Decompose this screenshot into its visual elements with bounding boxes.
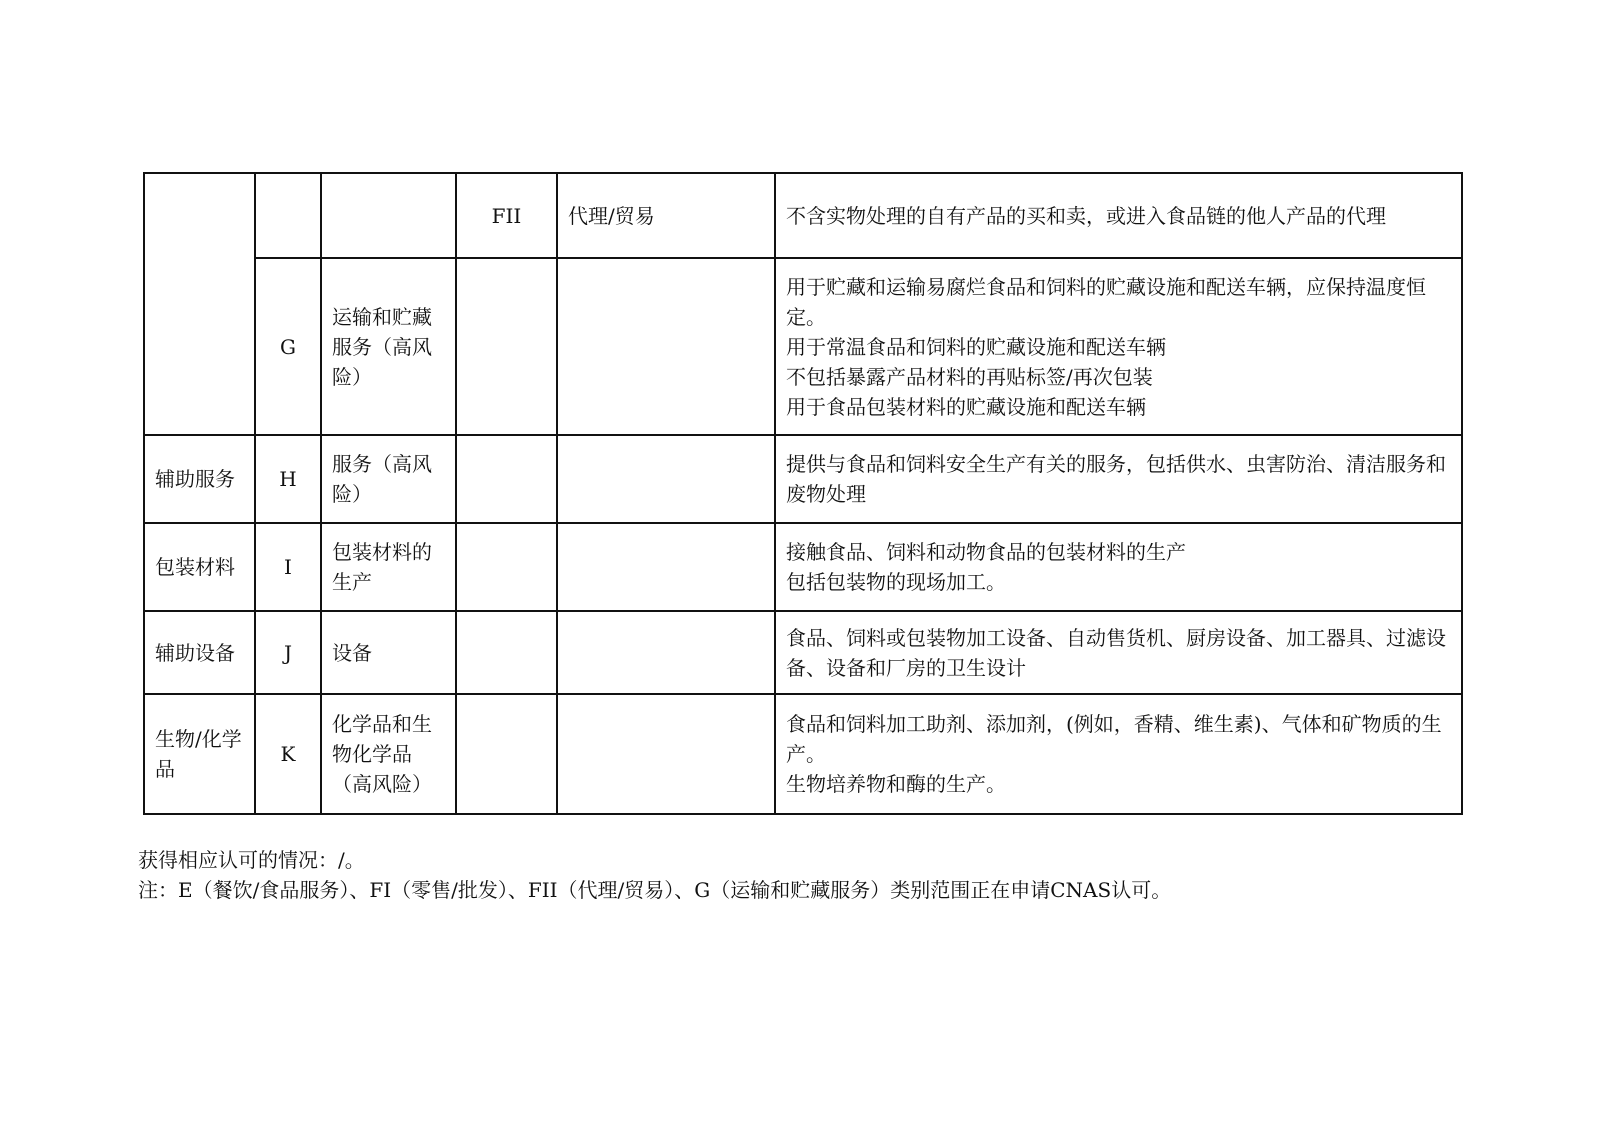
code-cell: J [255,611,321,694]
accreditation-note: 获得相应认可的情况：/。 [138,848,365,872]
description-cell: 食品和饲料加工助剂、添加剂，(例如，香精、维生素)、气体和矿物质的生产。 生物培养物和酶的生产。 [775,694,1462,814]
subcategory-cell: 化学品和生物化学品（高风险） [321,694,456,814]
subcode-cell [456,523,557,611]
subcode-cell [456,611,557,694]
category-cell: 辅助设备 [144,611,255,694]
code-cell: H [255,435,321,523]
subname-cell [557,435,775,523]
category-cell [144,173,255,435]
category-cell: 包装材料 [144,523,255,611]
category-cell: 生物/化学品 [144,694,255,814]
table-row [144,523,1462,611]
subcode-cell [456,694,557,814]
subcode-cell [456,435,557,523]
table-row [144,173,1462,258]
subcategory-cell: 设备 [321,611,456,694]
subname-cell [557,611,775,694]
subname-cell: 代理/贸易 [557,173,775,258]
description-cell: 接触食品、饲料和动物食品的包装材料的生产 包括包装物的现场加工。 [775,523,1462,611]
description-cell: 提供与食品和饲料安全生产有关的服务，包括供水、虫害防治、清洁服务和废物处理 [775,435,1462,523]
notes-block [138,845,1171,905]
table-row [144,611,1462,694]
subcode-cell: FII [456,173,557,258]
remark-note: 注：E（餐饮/食品服务）、FI（零售/批发）、FII（代理/贸易）、G（运输和贮藏服务）类别范围正在申请CNAS认可。 [138,878,1172,902]
category-cell: 辅助服务 [144,435,255,523]
subname-cell [557,523,775,611]
subcategory-cell: 服务（高风险） [321,435,456,523]
scope-table [143,172,1463,815]
description-cell: 用于贮藏和运输易腐烂食品和饲料的贮藏设施和配送车辆，应保持温度恒定。 用于常温食品和饲料的贮藏设施和配送车辆 不包括暴露产品材料的再贴标签/再次包装 用于食品包装材料的贮藏设施和配送车辆 [775,258,1462,435]
table-row [144,258,1462,435]
description-cell: 食品、饲料或包装物加工设备、自动售货机、厨房设备、加工器具、过滤设备、设备和厂房的卫生设计 [775,611,1462,694]
subname-cell [557,694,775,814]
table-row [144,694,1462,814]
subcategory-cell [321,173,456,258]
subcode-cell [456,258,557,435]
subname-cell [557,258,775,435]
subcategory-cell: 运输和贮藏服务（高风险） [321,258,456,435]
code-cell [255,173,321,258]
code-cell: I [255,523,321,611]
code-cell: G [255,258,321,435]
code-cell: K [255,694,321,814]
description-cell: 不含实物处理的自有产品的买和卖，或进入食品链的他人产品的代理 [775,173,1462,258]
table-row [144,435,1462,523]
subcategory-cell: 包装材料的生产 [321,523,456,611]
